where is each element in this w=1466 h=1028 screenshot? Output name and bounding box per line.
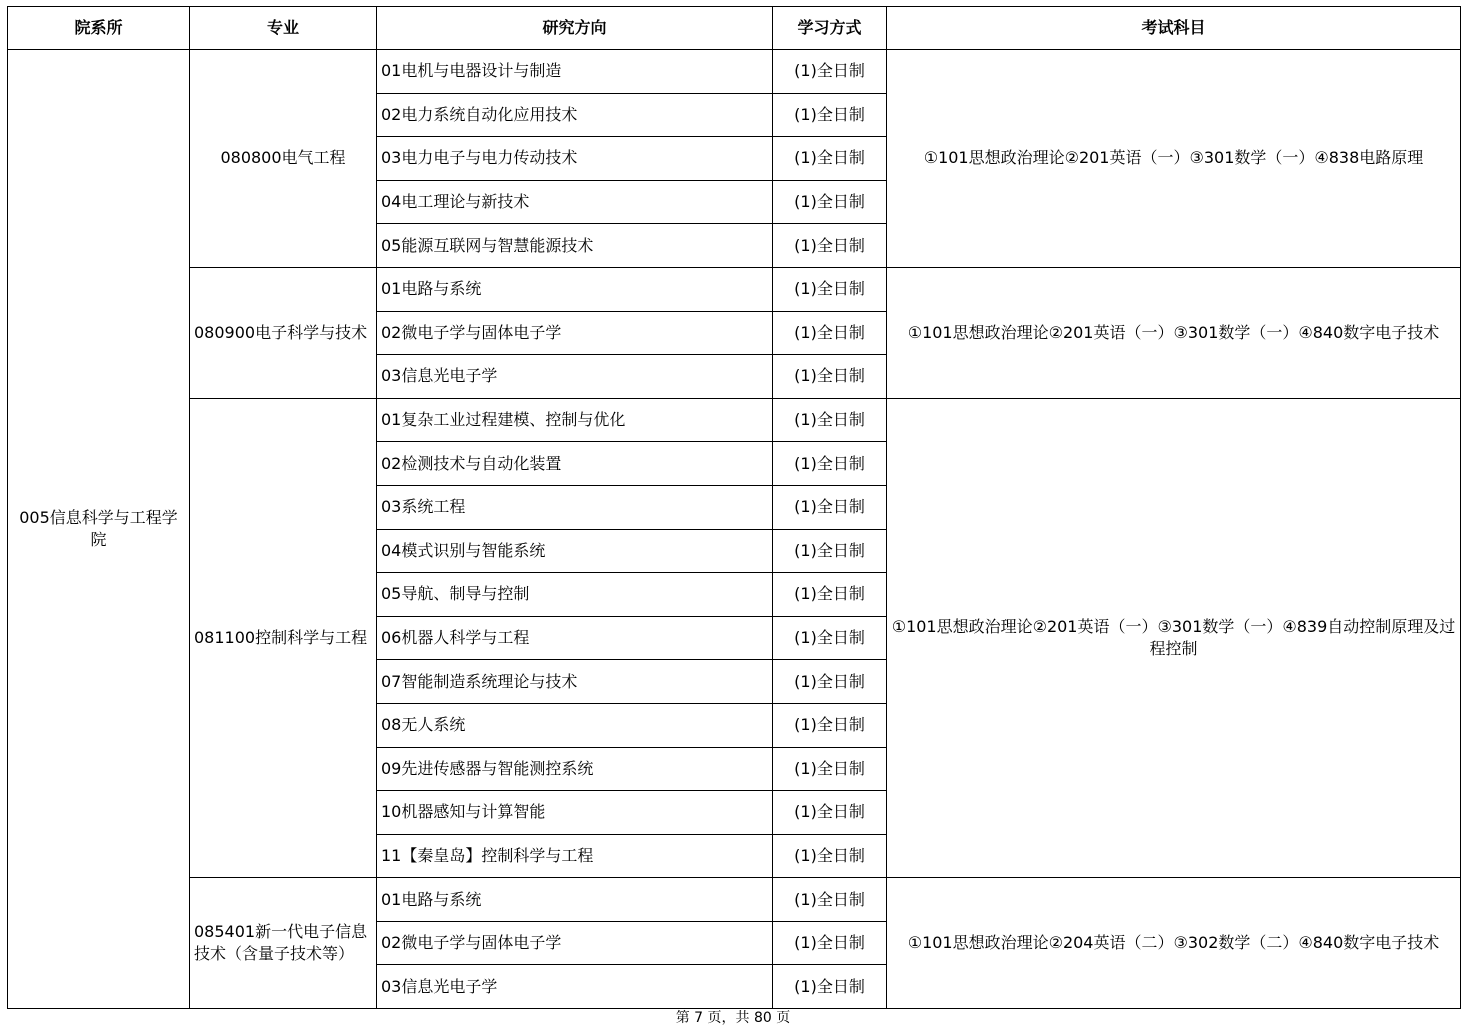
direction-cell: 04模式识别与智能系统 [377,529,773,573]
department-cell: 005信息科学与工程学院 [8,50,190,1009]
direction-cell: 03系统工程 [377,485,773,529]
study-mode-cell: (1)全日制 [773,137,887,181]
study-mode-cell: (1)全日制 [773,573,887,617]
study-mode-cell: (1)全日制 [773,616,887,660]
direction-cell: 05导航、制导与控制 [377,573,773,617]
table-row [8,878,1461,922]
header-row [8,7,1461,50]
table-row [8,50,1461,94]
study-mode-cell: (1)全日制 [773,747,887,791]
table-row [8,267,1461,311]
study-mode-cell: (1)全日制 [773,529,887,573]
exam-subjects-cell: ①101思想政治理论②201英语（一）③301数学（一）④838电路原理 [887,50,1461,268]
direction-cell: 05能源互联网与智慧能源技术 [377,224,773,268]
exam-subjects-cell: ①101思想政治理论②201英语（一）③301数学（一）④840数字电子技术 [887,267,1461,398]
exam-subjects-cell: ①101思想政治理论②204英语（二）③302数学（二）④840数字电子技术 [887,878,1461,1009]
major-cell: 085401新一代电子信息技术（含量子技术等） [190,878,377,1009]
direction-cell: 03信息光电子学 [377,355,773,399]
study-mode-cell: (1)全日制 [773,50,887,94]
direction-cell: 11【秦皇岛】控制科学与工程 [377,834,773,878]
direction-cell: 01电机与电器设计与制造 [377,50,773,94]
direction-cell: 08无人系统 [377,703,773,747]
study-mode-cell: (1)全日制 [773,965,887,1009]
direction-cell: 02检测技术与自动化装置 [377,442,773,486]
major-cell: 081100控制科学与工程 [190,398,377,878]
direction-cell: 10机器感知与计算智能 [377,791,773,835]
study-mode-cell: (1)全日制 [773,398,887,442]
study-mode-cell: (1)全日制 [773,485,887,529]
program-table [7,6,1461,1009]
table-row [8,398,1461,442]
header-direction: 研究方向 [377,7,773,50]
header-exam-subjects: 考试科目 [887,7,1461,50]
direction-cell: 04电工理论与新技术 [377,180,773,224]
direction-cell: 02微电子学与固体电子学 [377,921,773,965]
study-mode-cell: (1)全日制 [773,311,887,355]
direction-cell: 02微电子学与固体电子学 [377,311,773,355]
study-mode-cell: (1)全日制 [773,703,887,747]
study-mode-cell: (1)全日制 [773,93,887,137]
header-department: 院系所 [8,7,190,50]
direction-cell: 01电路与系统 [377,267,773,311]
study-mode-cell: (1)全日制 [773,878,887,922]
exam-subjects-cell: ①101思想政治理论②201英语（一）③301数学（一）④839自动控制原理及过程控制 [887,398,1461,878]
study-mode-cell: (1)全日制 [773,224,887,268]
direction-cell: 03信息光电子学 [377,965,773,1009]
study-mode-cell: (1)全日制 [773,267,887,311]
study-mode-cell: (1)全日制 [773,442,887,486]
study-mode-cell: (1)全日制 [773,791,887,835]
header-study-mode: 学习方式 [773,7,887,50]
direction-cell: 03电力电子与电力传动技术 [377,137,773,181]
study-mode-cell: (1)全日制 [773,660,887,704]
page-number-footer: 第 7 页，共 80 页 [675,1010,791,1026]
direction-cell: 01复杂工业过程建模、控制与优化 [377,398,773,442]
study-mode-cell: (1)全日制 [773,834,887,878]
direction-cell: 09先进传感器与智能测控系统 [377,747,773,791]
direction-cell: 06机器人科学与工程 [377,616,773,660]
major-cell: 080900电子科学与技术 [190,267,377,398]
study-mode-cell: (1)全日制 [773,921,887,965]
major-cell: 080800电气工程 [190,50,377,268]
header-major: 专业 [190,7,377,50]
direction-cell: 01电路与系统 [377,878,773,922]
direction-cell: 07智能制造系统理论与技术 [377,660,773,704]
study-mode-cell: (1)全日制 [773,355,887,399]
study-mode-cell: (1)全日制 [773,180,887,224]
direction-cell: 02电力系统自动化应用技术 [377,93,773,137]
